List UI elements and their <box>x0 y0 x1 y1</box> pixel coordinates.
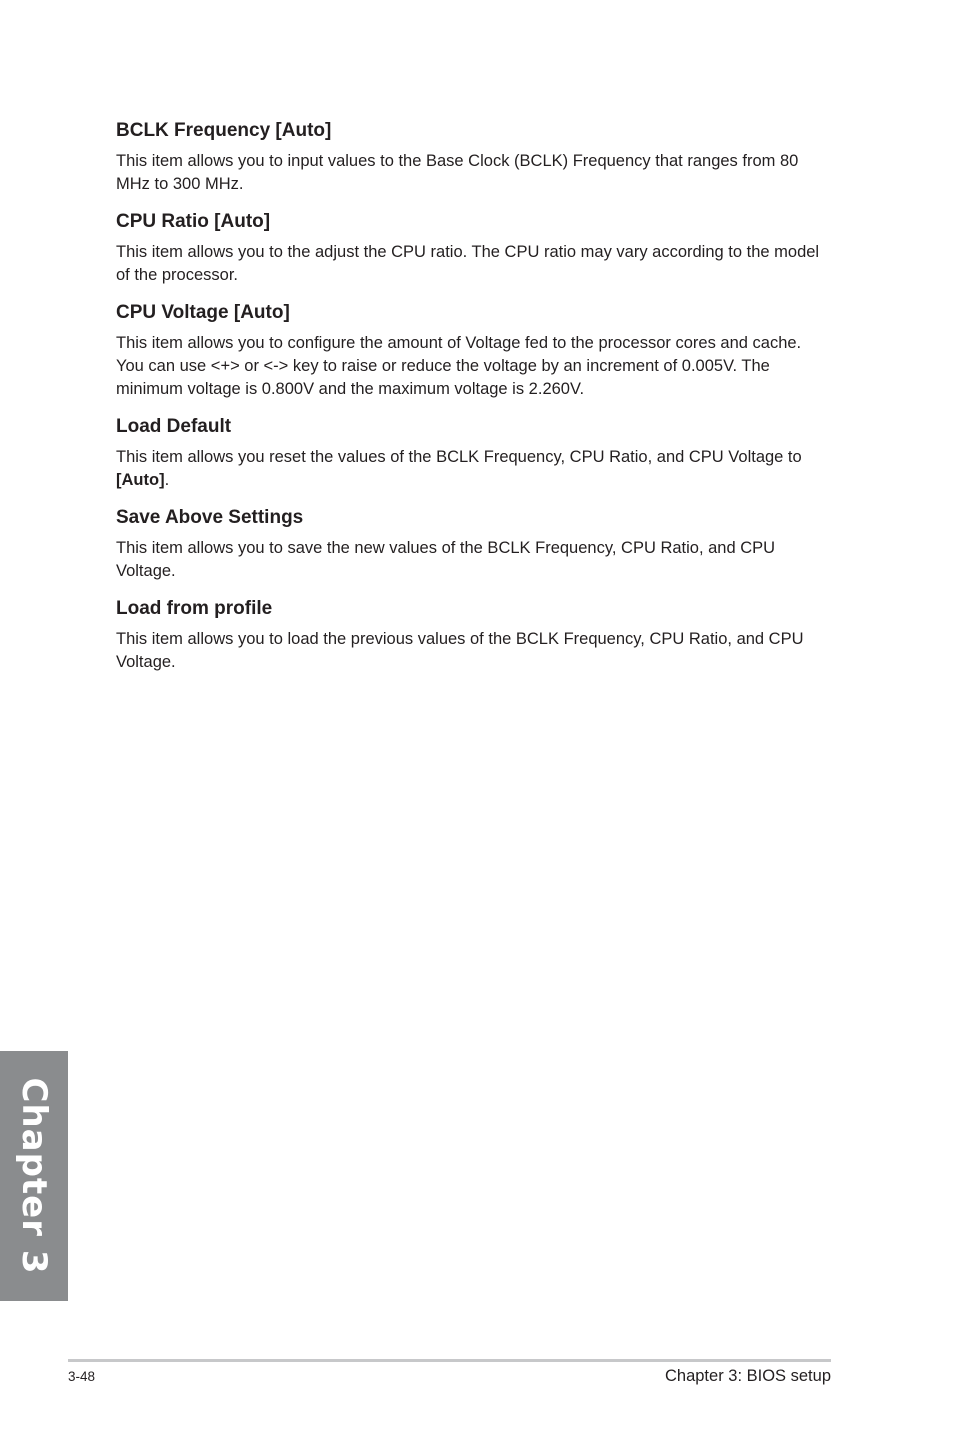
section-heading: Load from profile <box>116 598 273 619</box>
section-load-from-profile <box>116 597 828 674</box>
section-heading: Load Default <box>116 416 232 437</box>
chapter-tab <box>0 1051 68 1301</box>
page-number: 3-48 <box>68 1369 96 1384</box>
section-body-suffix: . <box>164 471 170 489</box>
section-heading: Save Above Settings <box>116 507 304 528</box>
section-body: This item allows you to load the previous values of the BCLK Frequency, CPU Ratio, and CPU Voltage. <box>116 630 804 671</box>
section-save-above-settings <box>116 506 828 583</box>
footer-rule <box>68 1359 831 1362</box>
section-cpu-voltage <box>116 301 828 401</box>
section-bclk-frequency <box>116 119 828 196</box>
section-heading: CPU Ratio [Auto] <box>116 211 271 232</box>
section-body: This item allows you to the adjust the CPU ratio. The CPU ratio may vary according to the model of the processor. <box>116 243 820 284</box>
section-heading: BCLK Frequency [Auto] <box>116 120 332 141</box>
section-body: This item allows you to save the new values of the BCLK Frequency, CPU Ratio, and CPU Voltage. <box>116 539 776 580</box>
footer-title: Chapter 3: BIOS setup <box>664 1367 831 1385</box>
section-body: This item allows you to input values to the Base Clock (BCLK) Frequency that ranges from 80 MHz to 300 MHz. <box>116 152 799 193</box>
main-content <box>116 119 828 688</box>
section-cpu-ratio <box>116 210 828 287</box>
chapter-tab-label: Chapter 3 <box>14 1077 54 1275</box>
section-body <box>116 446 828 492</box>
section-body-prefix: This item allows you reset the values of the BCLK Frequency, CPU Ratio, and CPU Voltage to <box>116 448 802 466</box>
section-heading: CPU Voltage [Auto] <box>116 302 290 323</box>
section-load-default <box>116 415 828 492</box>
section-body: This item allows you to configure the amount of Voltage fed to the processor cores and cache. You can use <+> or <-> key to raise or reduce the voltage by an increment of 0.005V. The minimum voltage is 0.800V and the maximum voltage is 2.260V. <box>116 334 802 398</box>
section-body-bold: [Auto] <box>116 471 165 489</box>
